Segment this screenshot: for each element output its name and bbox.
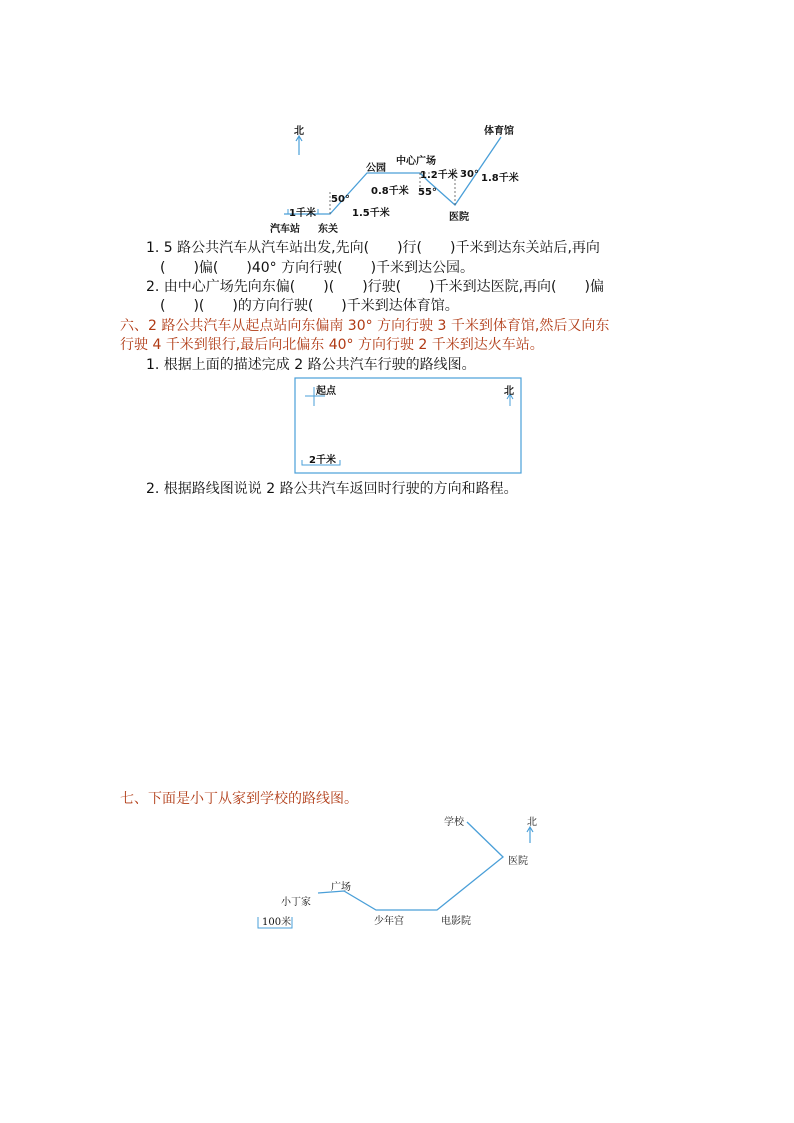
bus-station-label: 汽车站 — [270, 224, 300, 235]
q5-item1-line1: 1. 5 路公共汽车从汽车站出发,先向( )行( )千米到达东关站后,再向 — [146, 240, 600, 256]
hospital-label-1: 医院 — [449, 212, 469, 223]
stadium-label: 体育馆 — [484, 126, 514, 137]
north-label-3: 北 — [527, 817, 537, 828]
q5-item2-line2: ( )( )的方向行驶( )千米到达体育馆。 — [160, 298, 459, 314]
route-3-path — [318, 822, 503, 910]
q6-sub1: 1. 根据上面的描述完成 2 路公共汽车行驶的路线图。 — [146, 357, 476, 373]
angle-50: 50° — [331, 194, 350, 205]
north-label-1: 北 — [294, 126, 304, 137]
youth-palace-label: 少年宫 — [374, 916, 404, 927]
scale-label-2km: 2千米 — [309, 455, 336, 466]
angle-30: 30° — [460, 169, 479, 180]
q6-heading-line1: 六、2 路公共汽车从起点站向东偏南 30° 方向行驶 3 千米到体育馆,然后又向东 — [120, 318, 610, 334]
hospital-label-3: 医院 — [508, 856, 528, 867]
dongguan-label: 东关 — [318, 224, 338, 235]
dist-0-8km: 0.8千米 — [371, 186, 409, 197]
q5-item2-line1: 2. 由中心广场先向东偏( )( )行驶( )千米到达医院,再向( )偏 — [146, 279, 604, 295]
dist-1km: 1千米 — [289, 208, 316, 219]
q7-heading: 七、下面是小丁从家到学校的路线图。 — [120, 791, 358, 807]
home-label: 小丁家 — [281, 897, 311, 908]
q6-heading-line2: 行驶 4 千米到银行,最后向北偏东 40° 方向行驶 2 千米到达火车站。 — [120, 337, 544, 353]
angle-55: 55° — [418, 187, 437, 198]
q5-item1-line2: ( )偏( )40° 方向行驶( )千米到达公园。 — [160, 260, 475, 276]
scale-label-100m: 100米 — [262, 917, 292, 928]
start-point-label: 起点 — [316, 386, 336, 397]
north-label-2: 北 — [504, 386, 514, 397]
dist-1-2km: 1.2千米 — [420, 170, 458, 181]
center-square-label: 中心广场 — [396, 156, 436, 167]
park-label: 公园 — [366, 163, 386, 174]
dist-1-8km: 1.8千米 — [481, 173, 519, 184]
square-label: 广场 — [331, 882, 351, 893]
cinema-label: 电影院 — [441, 916, 471, 927]
school-label: 学校 — [444, 817, 464, 828]
dist-1-5km: 1.5千米 — [352, 208, 390, 219]
q6-sub2: 2. 根据路线图说说 2 路公共汽车返回时行驶的方向和路程。 — [146, 481, 518, 497]
